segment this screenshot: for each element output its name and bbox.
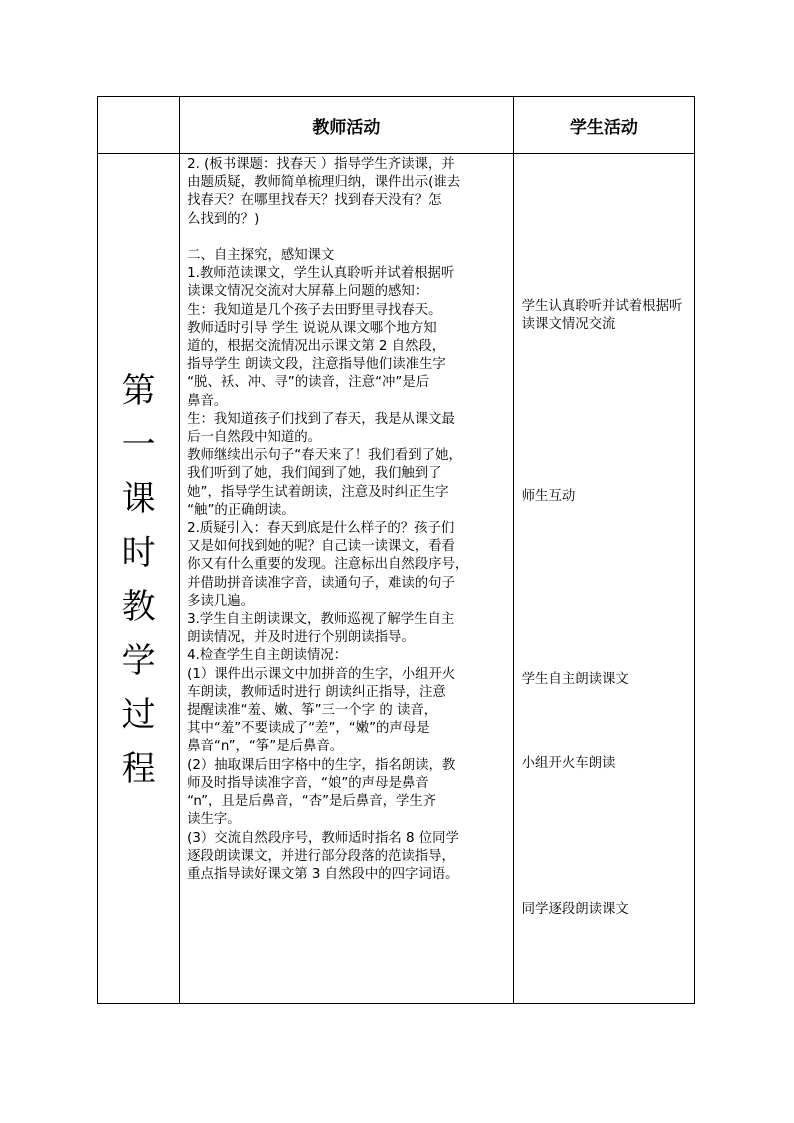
teacher-text-line: 其中“羞”不要读成了“差”，“嫩”的声母是 [187, 721, 430, 737]
row-label-char: 一 [121, 425, 156, 465]
row-label-char: 时 [121, 533, 156, 573]
student-activity-header: 学生活动 [513, 97, 694, 154]
row-label-char: 教 [121, 587, 156, 627]
teacher-text-line: 我们听到了她，我们闻到了她，我们触到了 [187, 466, 442, 482]
teacher-text-line: 读生字。 [187, 812, 241, 828]
teacher-text-line: 生：我知道孩子们找到了春天，我是从课文最 [187, 411, 455, 427]
teacher-text-line: 又是如何找到她的呢？自己读一读课文，看看 [187, 539, 455, 555]
teacher-text-line: 提醒读准“羞、嫩、筝”三一个字 的 读音， [187, 703, 438, 719]
teacher-text-line: (2）抽取课后田字格中的生字，指名朗读，教 [187, 757, 456, 773]
teacher-text-line: 并借助拼音读准字音，读通句子，难读的句子 [187, 575, 455, 591]
student-note: 师生互动 [521, 489, 576, 504]
row-label-cell [98, 154, 180, 1004]
teacher-text-line: 朗读情况，并及时进行个别朗读指导。 [187, 630, 415, 646]
student-activity-cell [513, 154, 694, 1004]
teacher-text-line: 鼻音。 [187, 393, 228, 409]
table-header-row [98, 97, 695, 154]
teacher-text-line: 道的，根据交流情况出示课文第 2 自然段， [187, 339, 446, 355]
teacher-text-line: 车朗读，教师适时进行 朗读纠正指导，注意 [187, 684, 446, 700]
row-label-char: 过 [121, 695, 156, 735]
teacher-text-line: 师及时指导读准字音，“娘”的声母是鼻音 [187, 775, 429, 791]
teacher-text-line: 多读几遍。 [187, 593, 255, 609]
teacher-text-line: 2.质疑引入：春天到底是什么样子的？孩子们 [187, 521, 455, 537]
teacher-text-line: (3）交流自然段序号，教师适时指名 8 位同学 [187, 830, 459, 846]
teacher-text-line: 1.教师范读课文，学生认真聆听并试着根据听 [187, 266, 455, 282]
teacher-activity-cell [180, 154, 514, 1004]
section-heading: 二、自主探究，感知课文 [187, 248, 335, 263]
header-empty-cell [98, 97, 180, 154]
teacher-text-line: “触”的正确朗读。 [187, 502, 295, 518]
teacher-text-line: 重点指导读好课文第 3 自然段中的四字词语。 [187, 866, 459, 882]
student-note: 小组开火车朗读 [521, 756, 616, 771]
teacher-text-line: 指导学生 朗读文段，注意指导他们读准生字 [187, 357, 446, 373]
vertical-row-label [98, 154, 179, 796]
teacher-text-line: 教师继续出示句子“春天来了！我们看到了她， [187, 448, 462, 464]
student-note: 学生认真聆听并试着根据听读课文情况交流 [521, 299, 683, 333]
blank-line [187, 229, 507, 247]
teacher-text-line: 鼻音“n”，“筝”是后鼻音。 [187, 739, 344, 755]
row-label-char: 第 [121, 371, 156, 411]
teacher-text-line: 么找到的？) [187, 211, 260, 227]
student-note: 同学逐段朗读课文 [521, 902, 629, 917]
row-label-char: 课 [121, 479, 156, 519]
teacher-text-line: 她”，指导学生试着朗读，注意及时纠正生字 [187, 484, 449, 500]
teacher-text-line: (1）课件出示课文中加拼音的生字，小组开火 [187, 666, 456, 682]
teacher-text-line: 3.学生自主朗读课文，教师巡视了解学生自主 [187, 612, 455, 628]
teacher-text-line: 2. (板书课题：找春天 ）指导学生齐读课，并 [187, 157, 455, 172]
teacher-text-line: 教师适时引导 学生 说说从课文哪个地方知 [187, 320, 437, 336]
student-note: 学生自主朗读课文 [521, 672, 629, 687]
teacher-text-line: 生：我知道是几个孩子去田野里寻找春天。 [187, 302, 442, 318]
row-label-char: 学 [121, 641, 156, 681]
teacher-text-line: 读课文情况交流对大屏幕上问题的感知： [187, 284, 429, 300]
row-label-char: 程 [121, 749, 156, 789]
teacher-text-line: 逐段朗读课文，并进行部分段落的范读指导， [187, 848, 455, 864]
lesson-plan-table [97, 96, 695, 1004]
teacher-text-line: 你又有什么重要的发现。注意标出自然段序号， [187, 557, 469, 573]
teacher-text-line: 找春天？在哪里找春天？找到春天没有？怎 [187, 193, 442, 209]
teacher-text-line: “n”，且是后鼻音，“杏”是后鼻音，学生齐 [187, 794, 437, 810]
teacher-text-line: “脱、袄、冲、寻”的读音，注意“冲”是后 [187, 375, 430, 391]
teacher-text-line: 由题质疑，教师简单梳理归纳，课件出示(谁去 [187, 175, 461, 191]
teacher-text-line: 后一自然段中知道的。 [187, 430, 322, 446]
teacher-text-line: 4.检查学生自主朗读情况： [187, 648, 348, 664]
lesson-content-row [98, 154, 695, 1004]
teacher-activity-header: 教师活动 [180, 97, 514, 154]
